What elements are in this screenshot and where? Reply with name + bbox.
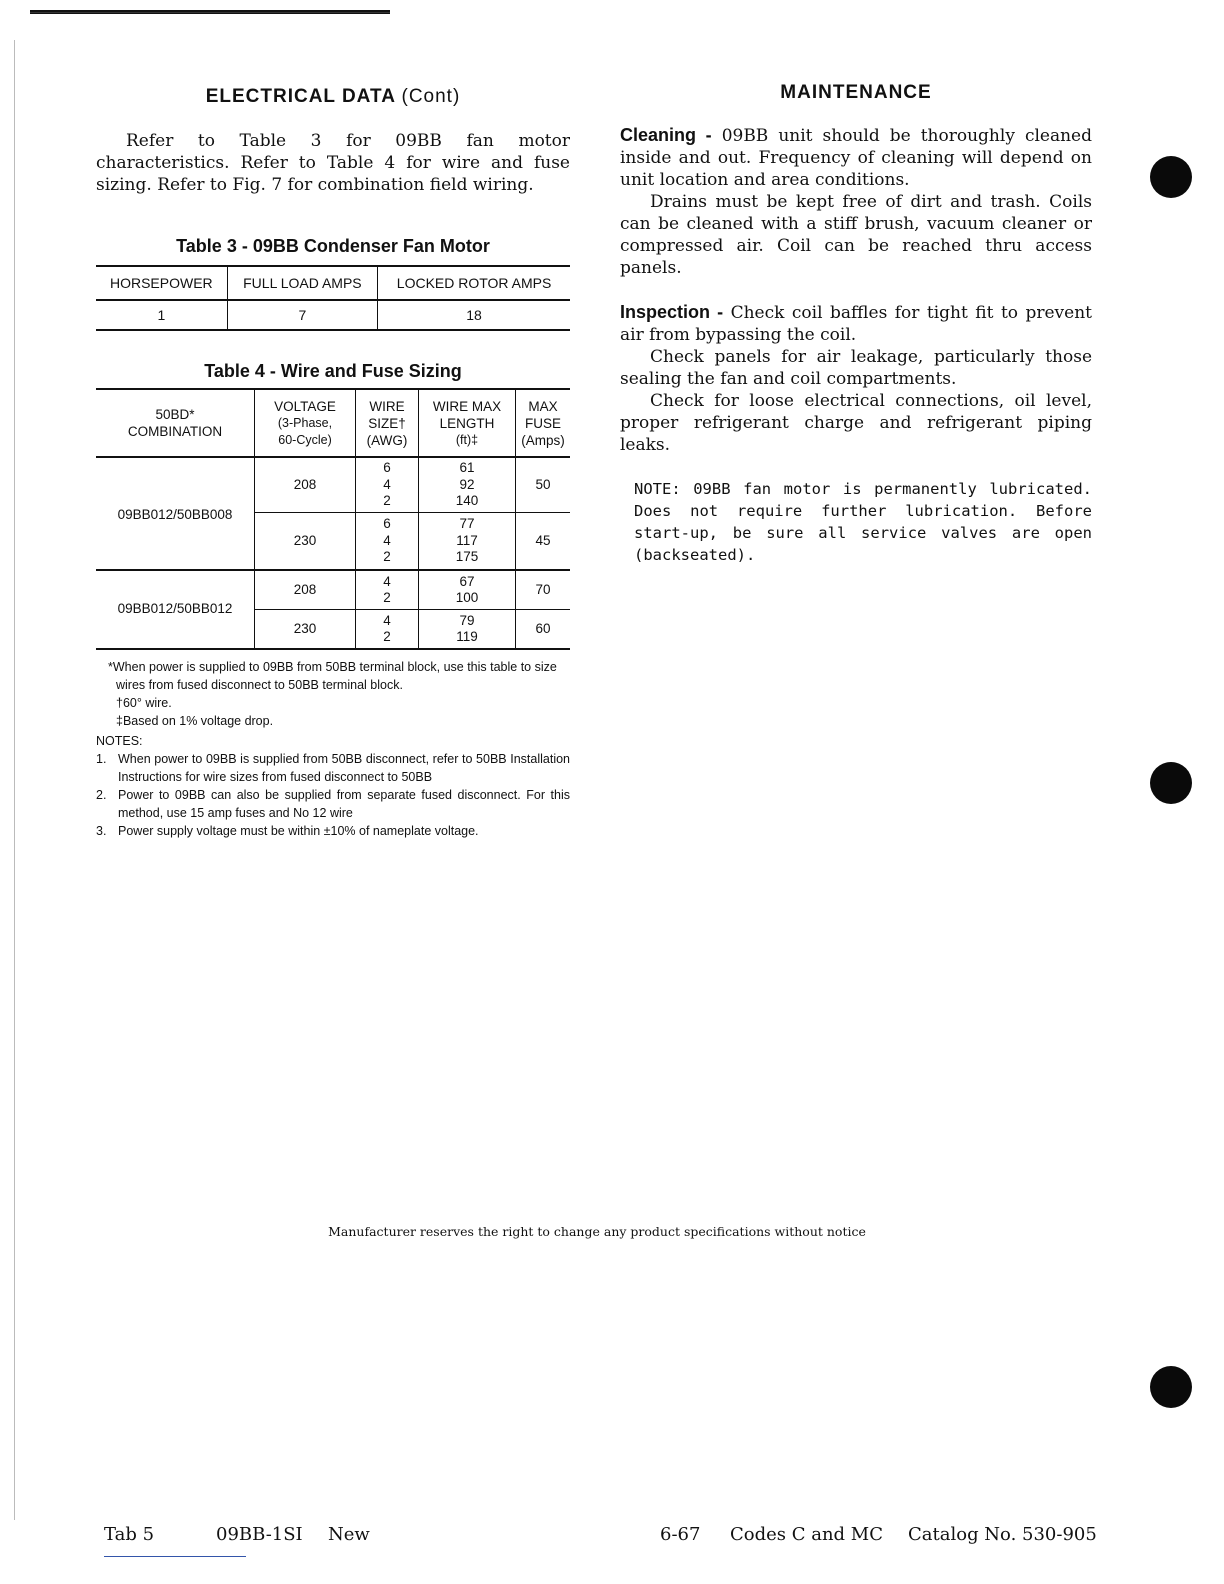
table4-footnotes <box>96 658 570 840</box>
table-row <box>96 570 570 610</box>
table-row <box>96 457 570 513</box>
note-number: 1. <box>96 752 107 766</box>
table4-wire-sizes <box>356 610 419 650</box>
table4-wire-size: 2 <box>383 629 391 644</box>
table4-wire-size: 6 <box>383 460 391 476</box>
page-left-edge <box>14 40 15 1520</box>
table4-header-max-fuse <box>516 389 571 457</box>
right-column <box>620 82 1092 566</box>
table3-header-locked-rotor-amps: LOCKED ROTOR AMPS <box>378 266 570 300</box>
footnote-star: *When power is supplied to 09BB from 50BB terminal block, use this table to size wires from fused disconnect to 50BB terminal block. <box>108 660 557 692</box>
table4-header-wire-size <box>356 389 419 457</box>
table4-voltage: 230 <box>255 610 356 650</box>
table4-wire-size: 4 <box>383 532 391 548</box>
table4-voltage: 230 <box>255 513 356 571</box>
table4-wire-size: 4 <box>383 612 391 628</box>
table4-max-fuse: 50 <box>535 476 551 492</box>
inspection-text: Check coil baffles for tight fit to prevent air from bypassing the coil. <box>620 303 1092 345</box>
table4-wire-size: 2 <box>383 493 391 509</box>
note-text: Power to 09BB can also be supplied from separate fused disconnect. For this method, use 15 amp fuses and No 12 wire <box>118 788 570 820</box>
table4-wire-size: 6 <box>383 516 391 532</box>
table4-header-voltage-line2: (3-Phase, <box>277 415 333 430</box>
table4-wire-length: 175 <box>455 549 479 565</box>
table4-header-wire-size-line1: WIRE <box>369 398 405 414</box>
note-number: 3. <box>96 824 107 838</box>
table4-header-voltage-line3: 60-Cycle) <box>278 432 332 447</box>
table4-header-voltage <box>255 389 356 457</box>
table4-wire-lengths <box>419 570 516 610</box>
footer-codes: Codes C and MC <box>730 1524 884 1545</box>
punch-hole-bottom <box>1150 1366 1192 1408</box>
table3-cell-horsepower: 1 <box>96 300 227 330</box>
table4-wire-length: 79 <box>459 612 475 628</box>
table4-header-voltage-line1: VOLTAGE <box>274 398 336 414</box>
table4-header-max-fuse-line3: (Amps) <box>521 432 565 448</box>
table4-header-wire-max-length-line1: WIRE MAX <box>432 398 502 414</box>
note-text: Power supply voltage must be within ±10% of nameplate voltage. <box>118 824 479 838</box>
table3-header-full-load-amps: FULL LOAD AMPS <box>227 266 377 300</box>
table3-header-horsepower: HORSEPOWER <box>96 266 227 300</box>
top-rule-thin <box>30 12 390 13</box>
table4-wire-size: 4 <box>383 476 391 492</box>
table4-wire-length: 61 <box>459 460 475 476</box>
footer-status: New <box>328 1524 370 1545</box>
table4-header-wire-size-line2: SIZE† <box>368 415 406 431</box>
table4-wire-lengths <box>419 457 516 513</box>
table4-header-wire-max-length-line3: (ft)‡ <box>455 432 479 447</box>
note-item <box>96 750 570 786</box>
table4-header-combination-line1: 50BD* <box>155 407 195 422</box>
inspection-paragraph-3: Check for loose electrical connections, oil level, proper refrigerant charge and refrigerant piping leaks. <box>620 391 1092 455</box>
inspection-lead: Inspection - <box>620 302 724 322</box>
electrical-title-text: ELECTRICAL DATA <box>205 86 396 107</box>
table4-max-fuse: 70 <box>516 570 571 610</box>
table3 <box>96 265 570 331</box>
table3-cell-locked-rotor-amps: 18 <box>466 307 482 323</box>
punch-hole-top <box>1150 156 1192 198</box>
table4-wire-lengths <box>419 610 516 650</box>
cleaning-paragraph <box>620 124 1092 191</box>
table4-header-combination-line2: COMBINATION <box>127 424 223 439</box>
electrical-title-suffix: (Cont) <box>401 86 461 107</box>
section-title-maintenance: MAINTENANCE <box>780 82 932 103</box>
table4-wire-length: 92 <box>459 476 475 492</box>
note-number: 2. <box>96 788 107 802</box>
table4-header-row <box>96 389 570 457</box>
note-item <box>96 822 570 840</box>
notes-label: NOTES: <box>96 734 143 748</box>
table4-wire-sizes <box>356 513 419 571</box>
table4-wire-lengths <box>419 513 516 571</box>
disclaimer: Manufacturer reserves the right to change any product specifications without notice <box>328 1224 866 1239</box>
table4-header-wire-max-length-line2: LENGTH <box>439 415 495 431</box>
table4-header-max-fuse-line2: FUSE <box>524 415 561 431</box>
electrical-intro: Refer to Table 3 for 09BB fan motor characteristics. Refer to Table 4 for wire and fuse sizing. Refer to Fig. 7 for combination field wiring. <box>96 131 570 195</box>
table4-title: Table 4 - Wire and Fuse Sizing <box>204 361 462 381</box>
footer-tab: Tab 5 <box>104 1524 155 1545</box>
note-item <box>96 786 570 822</box>
table3-title: Table 3 - 09BB Condenser Fan Motor <box>176 236 490 256</box>
table4-voltage: 208 <box>255 570 356 610</box>
table-row <box>96 300 570 330</box>
table4-wire-sizes <box>356 457 419 513</box>
table4-header-wire-max-length <box>419 389 516 457</box>
footer-catalog: Catalog No. 530-905 <box>908 1524 1097 1545</box>
note-text: When power to 09BB is supplied from 50BB disconnect, refer to 50BB Installation Instructions for wire sizes from fused disconnect to 50BB <box>118 752 570 784</box>
cleaning-lead: Cleaning - <box>620 125 712 145</box>
footer-page-number: 6-67 <box>660 1524 701 1545</box>
table4-header-max-fuse-line1: MAX <box>528 398 558 414</box>
table4-wire-length: 140 <box>455 493 479 509</box>
footnote-dagger: †60° wire. <box>116 696 172 710</box>
table3-cell-full-load-amps: 7 <box>227 300 377 330</box>
section-title-electrical <box>96 86 570 108</box>
footnote-ddagger: ‡Based on 1% voltage drop. <box>116 714 274 728</box>
lubrication-note: NOTE: 09BB fan motor is permanently lubricated. Does not require further lubrication. Before start-up, be sure all service valves are open (backseated). <box>634 480 1092 564</box>
table4-max-fuse: 45 <box>516 513 571 571</box>
table4 <box>96 388 570 650</box>
inspection-paragraph-2: Check panels for air leakage, particularly those sealing the fan and coil compartments. <box>620 347 1092 389</box>
table4-combination-2: 09BB012/50BB012 <box>96 570 255 649</box>
table4-wire-size: 2 <box>383 590 391 605</box>
table4-wire-size: 4 <box>383 573 391 589</box>
table4-wire-sizes <box>356 570 419 610</box>
cleaning-text: 09BB unit should be thoroughly cleaned inside and out. Frequency of cleaning will depend on unit location and area conditions. <box>620 126 1092 190</box>
left-column <box>96 86 570 840</box>
table4-combination-1: 09BB012/50BB008 <box>96 457 255 570</box>
cleaning-paragraph-2: Drains must be kept free of dirt and trash. Coils can be cleaned with a stiff brush, vacuum cleaner or compressed air. Coil can be reached thru access panels. <box>620 192 1092 278</box>
punch-hole-middle <box>1150 762 1192 804</box>
table4-wire-size: 2 <box>383 549 391 565</box>
table4-max-fuse: 60 <box>516 610 571 650</box>
table4-header-combination <box>96 389 255 457</box>
footer-underline <box>104 1556 246 1557</box>
table4-wire-length: 119 <box>456 629 478 644</box>
table4-wire-length: 67 <box>459 573 475 589</box>
footer-doc-number: 09BB-1SI <box>216 1524 303 1545</box>
table4-header-wire-size-line3: (AWG) <box>366 432 408 448</box>
table3-header-row <box>96 266 570 300</box>
table4-wire-length: 100 <box>455 590 479 605</box>
table4-voltage: 208 <box>255 457 356 513</box>
table4-wire-length: 117 <box>456 532 478 548</box>
inspection-paragraph <box>620 301 1092 346</box>
table4-wire-length: 77 <box>459 516 475 532</box>
